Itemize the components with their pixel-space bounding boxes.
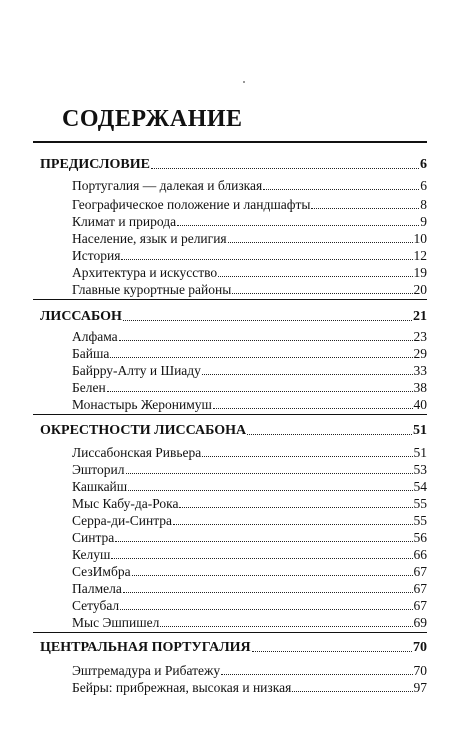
toc-item[interactable] xyxy=(72,597,427,614)
dot-leader xyxy=(123,592,413,593)
toc-item[interactable] xyxy=(72,580,427,597)
section-label: ОКРЕСТНОСТИ ЛИССАБОНА xyxy=(40,423,247,438)
toc-section-preface[interactable] xyxy=(40,155,427,173)
dot-leader xyxy=(247,434,412,435)
page-number: 70 xyxy=(413,640,427,655)
page-number: 54 xyxy=(413,479,427,494)
page-title: СОДЕРЖАНИЕ xyxy=(62,106,243,132)
toc-item[interactable] xyxy=(72,461,427,478)
page-number: 69 xyxy=(413,615,427,630)
page-number: 38 xyxy=(413,380,427,395)
item-label: Архитектура и искусство xyxy=(72,265,218,280)
item-label: Климат и природа xyxy=(72,214,177,229)
section-label: ЦЕНТРАЛЬНАЯ ПОРТУГАЛИЯ xyxy=(40,640,251,655)
page-number: 55 xyxy=(413,513,427,528)
item-label: Мыс Кабу-да-Рока xyxy=(72,496,179,511)
dot-leader xyxy=(123,320,412,321)
page-number: 21 xyxy=(413,309,427,324)
page-number: 40 xyxy=(413,397,427,412)
item-label: Белен xyxy=(72,380,106,395)
dot-leader xyxy=(292,691,412,692)
dot-leader xyxy=(179,507,412,508)
dot-leader xyxy=(218,276,412,277)
section-divider xyxy=(33,414,427,415)
page-number: 56 xyxy=(413,530,427,545)
toc-item[interactable] xyxy=(72,362,427,379)
item-label: Географическое положение и ландшафты xyxy=(72,197,311,212)
dot-leader xyxy=(151,168,419,169)
page-number: 53 xyxy=(413,462,427,477)
dot-leader xyxy=(126,473,413,474)
page-number: 20 xyxy=(413,282,427,297)
toc-item[interactable] xyxy=(72,345,427,362)
toc-item[interactable] xyxy=(72,546,427,563)
item-label: Келуш xyxy=(72,547,111,562)
page-number: 51 xyxy=(413,423,427,438)
toc-item[interactable] xyxy=(72,563,427,580)
page-number: 6 xyxy=(420,178,427,193)
dot-leader xyxy=(232,293,412,294)
dot-leader xyxy=(120,609,412,610)
item-label: Серра-ди-Синтра xyxy=(72,513,172,528)
item-label: Португалия — далекая и близкая xyxy=(72,178,263,193)
item-label: Монастырь Жеронимуш xyxy=(72,397,212,412)
dot-leader xyxy=(228,242,413,243)
dot-leader xyxy=(252,651,412,652)
toc-section-central-portugal[interactable] xyxy=(40,638,427,656)
toc-item[interactable] xyxy=(72,529,427,546)
toc-item[interactable] xyxy=(72,379,427,396)
toc-item[interactable] xyxy=(72,444,427,461)
dot-leader xyxy=(221,674,412,675)
page-number: 55 xyxy=(413,496,427,511)
toc-item[interactable] xyxy=(72,247,427,264)
item-label: Алфама xyxy=(72,329,118,344)
dot-leader xyxy=(202,456,412,457)
dot-leader xyxy=(263,189,419,190)
toc-section-lisbon-outskirts[interactable] xyxy=(40,421,427,439)
toc-item[interactable] xyxy=(72,328,427,345)
page-number: 29 xyxy=(413,346,427,361)
item-label: Бейры: прибрежная, высокая и низкая xyxy=(72,680,292,695)
page-speck xyxy=(243,81,245,83)
page-number: 23 xyxy=(413,329,427,344)
item-label: Сетубал xyxy=(72,598,120,613)
item-label: Байша xyxy=(72,346,110,361)
dot-leader xyxy=(115,541,412,542)
section-divider xyxy=(33,299,427,300)
dot-leader xyxy=(121,259,412,260)
toc-item[interactable] xyxy=(72,230,427,247)
dot-leader xyxy=(107,391,413,392)
page-number: 12 xyxy=(413,248,427,263)
toc-item[interactable] xyxy=(72,281,427,298)
item-label: Мыс Эшпишел xyxy=(72,615,160,630)
toc-item[interactable] xyxy=(72,614,427,631)
page-number: 67 xyxy=(413,581,427,596)
toc-item[interactable] xyxy=(72,196,427,213)
page-number: 8 xyxy=(420,197,427,212)
item-label: Лиссабонская Ривьера xyxy=(72,445,202,460)
toc-section-lisbon[interactable] xyxy=(40,307,427,325)
page-number: 9 xyxy=(420,214,427,229)
page-number: 70 xyxy=(413,663,427,678)
dot-leader xyxy=(111,558,412,559)
page-number: 19 xyxy=(413,265,427,280)
page-number: 67 xyxy=(413,564,427,579)
toc-item[interactable] xyxy=(72,177,427,194)
dot-leader xyxy=(173,524,413,525)
item-label: Главные курортные районы xyxy=(72,282,232,297)
page-number: 67 xyxy=(413,598,427,613)
toc-item[interactable] xyxy=(72,679,427,696)
page-number: 51 xyxy=(413,445,427,460)
dot-leader xyxy=(110,357,412,358)
page-number: 97 xyxy=(413,680,427,695)
toc-item[interactable] xyxy=(72,478,427,495)
title-rule xyxy=(33,141,427,143)
item-label: Палмела xyxy=(72,581,122,596)
item-label: Кашкайш xyxy=(72,479,128,494)
page-number: 10 xyxy=(413,231,427,246)
dot-leader xyxy=(132,575,413,576)
page-number: 33 xyxy=(413,363,427,378)
dot-leader xyxy=(202,374,413,375)
section-divider xyxy=(33,632,427,633)
section-label: ПРЕДИСЛОВИЕ xyxy=(40,157,150,172)
dot-leader xyxy=(311,208,419,209)
toc-item[interactable] xyxy=(72,213,427,230)
item-label: Эштремадура и Рибатежу xyxy=(72,663,221,678)
toc-item[interactable] xyxy=(72,396,427,413)
page-number: 6 xyxy=(420,157,427,172)
toc-item[interactable] xyxy=(72,495,427,512)
section-label: ЛИССАБОН xyxy=(40,309,122,324)
item-label: Эшторил xyxy=(72,462,125,477)
dot-leader xyxy=(177,225,419,226)
item-label: История xyxy=(72,248,121,263)
item-label: Байрру-Алту и Шиаду xyxy=(72,363,201,378)
item-label: Население, язык и религия xyxy=(72,231,227,246)
page-number: 66 xyxy=(413,547,427,562)
toc-item[interactable] xyxy=(72,512,427,529)
dot-leader xyxy=(128,490,412,491)
item-label: СезИмбра xyxy=(72,564,131,579)
toc-item[interactable] xyxy=(72,264,427,281)
item-label: Синтра xyxy=(72,530,115,545)
dot-leader xyxy=(213,408,413,409)
dot-leader xyxy=(119,340,413,341)
dot-leader xyxy=(160,626,412,627)
toc-item[interactable] xyxy=(72,662,427,679)
